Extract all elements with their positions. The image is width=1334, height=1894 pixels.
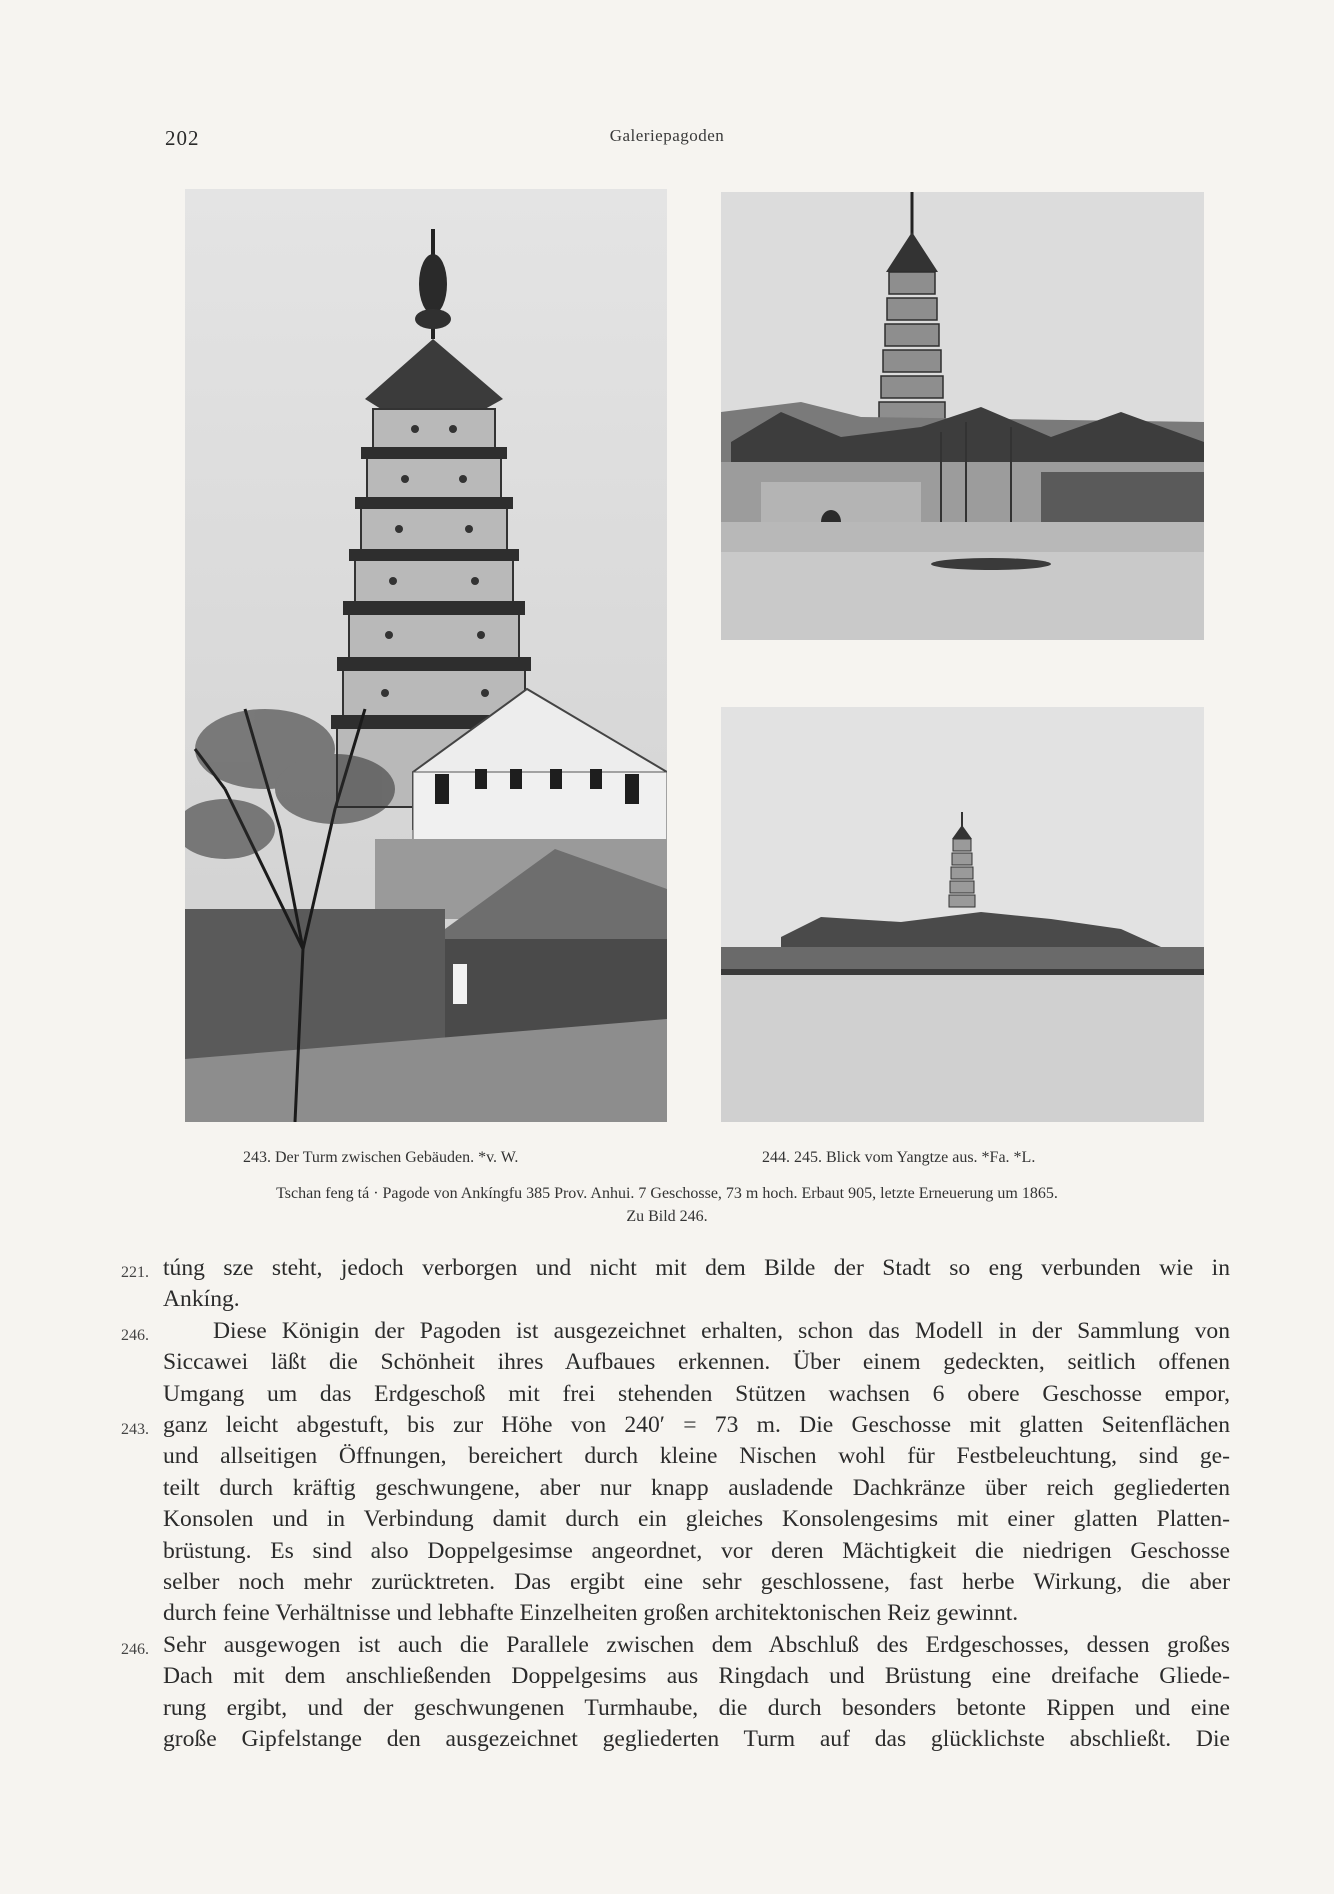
text-line: Diese Königin der Pagoden ist ausgezeichnet erhalten, schon das Modell in der Sammlung von [213, 1317, 1230, 1344]
page-number: 202 [165, 126, 200, 150]
text-line: túng sze steht, jedoch verborgen und nicht mit dem Bilde der Stadt so eng verbunden wie in [163, 1255, 1230, 1281]
paragraph [121, 1630, 1230, 1756]
photo-yangtze-view-near [721, 192, 1204, 640]
photo-yangtze-view-distant [721, 707, 1204, 1122]
paragraph [121, 1316, 1230, 1630]
margin-reference: 243. [121, 1420, 149, 1438]
paragraph [121, 1253, 1230, 1316]
figure-243-caption: 243. Der Turm zwischen Gebäuden. *v. W. [243, 1149, 519, 1166]
figure-244-245-caption: 244. 245. Blick vom Yangtze aus. *Fa. *L. [762, 1149, 1036, 1166]
text-line: selber noch mehr zurücktreten. Das ergibt eine sehr geschlossene, fast herbe Wirkung, die aber [163, 1569, 1230, 1596]
text-line: teilt durch kräftig geschwungene, aber nur knapp ausladende Dachkränze über reich gegliederten [163, 1474, 1230, 1501]
page-header [0, 126, 1334, 156]
pagoda-photo-illustration [185, 189, 667, 1122]
pagoda-caption-reference: Zu Bild 246. [626, 1208, 708, 1225]
text-line: ganz leicht abgestuft, bis zur Höhe von 240′ = 73 m. Die Geschosse mit glatten Seitenflächen [163, 1412, 1230, 1439]
yangtze-town-photo-illustration [721, 192, 1204, 640]
text-line: Dach mit dem anschließenden Doppelgesims aus Ringdach und Brüstung eine dreifache Gliede- [163, 1663, 1230, 1690]
pagoda-caption: Tschan feng tá · Pagode von Ankíngfu 385 Prov. Anhui. 7 Geschosse, 73 m hoch. Erbaut 905, letzte Erneuerung um 1865. [276, 1185, 1058, 1202]
text-line: Ankíng. [163, 1286, 240, 1313]
yangtze-distant-photo-illustration [721, 707, 1204, 1122]
text-line: durch feine Verhältnisse und lebhafte Einzelheiten großen architektonischen Reiz gewinnt. [163, 1600, 1019, 1627]
text-line: rung ergibt, und der geschwungenen Turmhaube, die durch besonders betonte Rippen und eine [163, 1694, 1230, 1721]
photo-pagoda-between-buildings [185, 189, 667, 1122]
margin-reference: 221. [121, 1264, 149, 1281]
body-text [121, 1253, 1230, 1756]
margin-reference: 246. [121, 1640, 149, 1658]
running-title: Galeriepagoden [609, 126, 725, 145]
text-line: Konsolen und in Verbindung damit durch ein gleiches Konsolengesims mit einer glatten Platten- [163, 1506, 1230, 1533]
text-line: große Gipfelstange den ausgezeichnet gegliederten Turm auf das glücklichste abschließt. Die [163, 1726, 1230, 1753]
margin-reference: 246. [121, 1326, 149, 1344]
text-line: Umgang um das Erdgeschoß mit frei stehenden Stützen wachsen 6 obere Geschosse empor, [163, 1380, 1230, 1407]
text-line: Siccawei läßt die Schönheit ihres Aufbaues erkennen. Über einem gedeckten, seitlich offenen [163, 1349, 1230, 1376]
text-line: Sehr ausgewogen ist auch die Parallele zwischen dem Abschluß des Erdgeschosses, dessen großes [163, 1631, 1230, 1658]
text-line: brüstung. Es sind also Doppelgesimse angeordnet, vor deren Mächtigkeit die niedrigen Geschosse [163, 1537, 1230, 1564]
text-line: und allseitigen Öffnungen, bereichert durch kleine Nischen wohl für Festbeleuchtung, sind ge- [163, 1443, 1230, 1470]
